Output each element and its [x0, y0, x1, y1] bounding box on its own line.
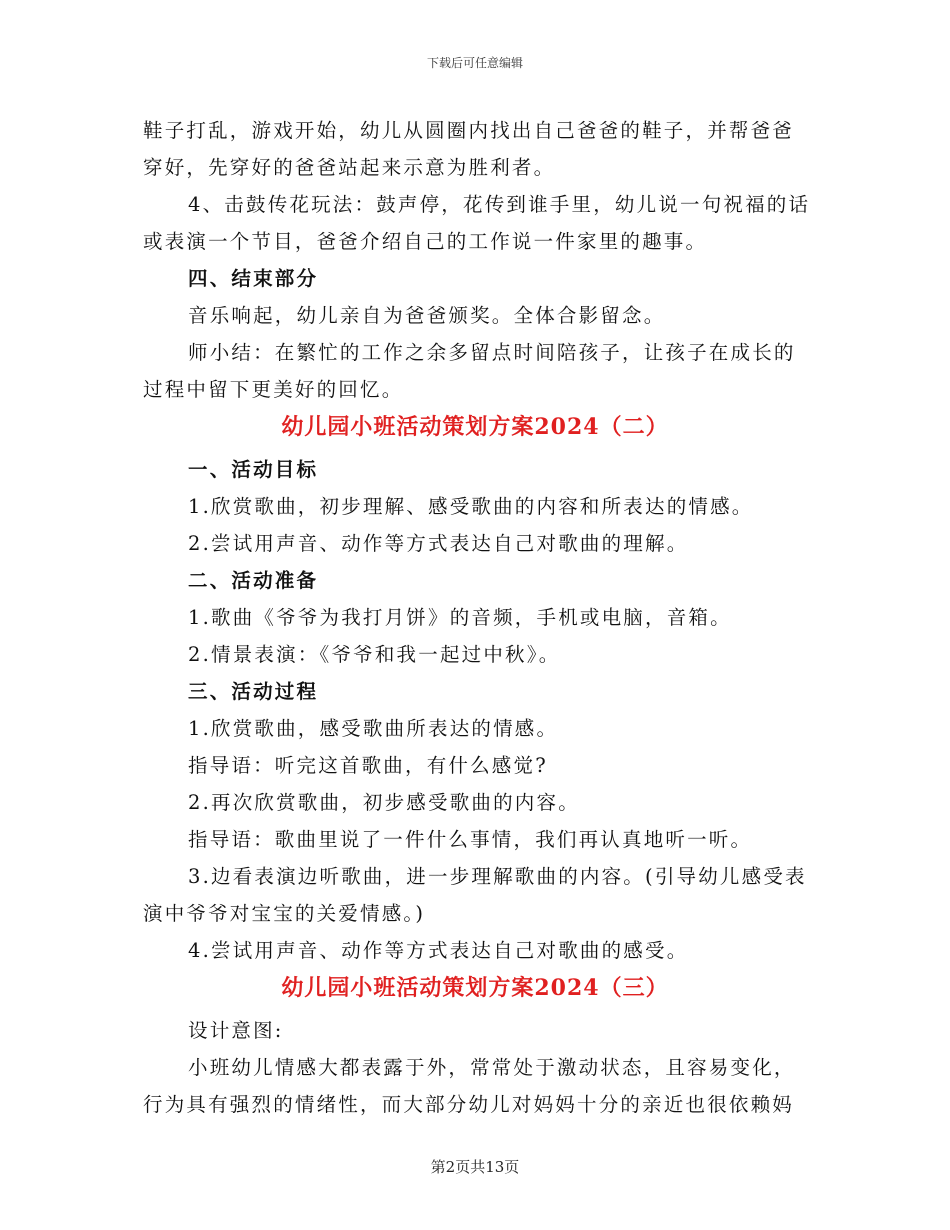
text-line: 4.尝试用声音、动作等方式表达自己对歌曲的感受。 [188, 939, 689, 962]
section-heading: 四、结束部分 [188, 267, 319, 290]
text-line: 过程中留下更美好的回忆。 [143, 378, 404, 401]
text-line: 2.情景表演：《爷爷和我一起过中秋》。 [188, 643, 561, 666]
text-line: 或表演一个节目，爸爸介绍自己的工作说一件家里的趣事。 [143, 230, 708, 253]
text-line: 1.欣赏歌曲，感受歌曲所表达的情感。 [188, 717, 559, 740]
text-line: 鞋子打乱，游戏开始，幼儿从圆圈内找出自己爸爸的鞋子，并帮爸爸 [143, 119, 795, 142]
page-footer: 第2页共13页 [430, 1158, 520, 1176]
section-heading: 三、活动过程 [188, 680, 319, 703]
page-header: 下载后可任意编辑 [426, 56, 523, 70]
document-title: 幼儿园小班活动策划方案2024（二） [281, 414, 669, 440]
text-line: 1.歌曲《爷爷为我打月饼》的音频，手机或电脑，音箱。 [188, 606, 732, 629]
text-line: 2.尝试用声音、动作等方式表达自己对歌曲的理解。 [188, 532, 689, 555]
text-line: 师小结：在繁忙的工作之余多留点时间陪孩子，让孩子在成长的 [188, 341, 796, 364]
text-line: 音乐响起，幼儿亲自为爸爸颁奖。全体合影留念。 [188, 304, 666, 327]
text-line: 4、击鼓传花玩法：鼓声停，花传到谁手里，幼儿说一句祝福的话 [188, 193, 811, 216]
section-heading: 二、活动准备 [188, 569, 319, 592]
text-line: 设计意图: [188, 1019, 284, 1042]
text-line: 小班幼儿情感大都表露于外，常常处于激动状态，且容易变化， [188, 1056, 796, 1079]
text-line: 3.边看表演边听歌曲，进一步理解歌曲的内容。(引导幼儿感受表 [188, 865, 807, 888]
text-line: 1.欣赏歌曲，初步理解、感受歌曲的内容和所表达的情感。 [188, 495, 754, 518]
document-title: 幼儿园小班活动策划方案2024（三） [281, 975, 669, 1001]
text-line: 穿好，先穿好的爸爸站起来示意为胜利者。 [143, 156, 556, 179]
text-line: 指导语：听完这首歌曲，有什么感觉? [188, 754, 548, 777]
text-line: 指导语：歌曲里说了一件什么事情，我们再认真地听一听。 [188, 828, 753, 851]
text-line: 2.再次欣赏歌曲，初步感受歌曲的内容。 [188, 791, 580, 814]
text-line: 行为具有强烈的情绪性，而大部分幼儿对妈妈十分的亲近也很依赖妈 [143, 1093, 795, 1116]
text-line: 演中爷爷对宝宝的关爱情感。) [143, 902, 426, 925]
section-heading: 一、活动目标 [188, 458, 319, 481]
